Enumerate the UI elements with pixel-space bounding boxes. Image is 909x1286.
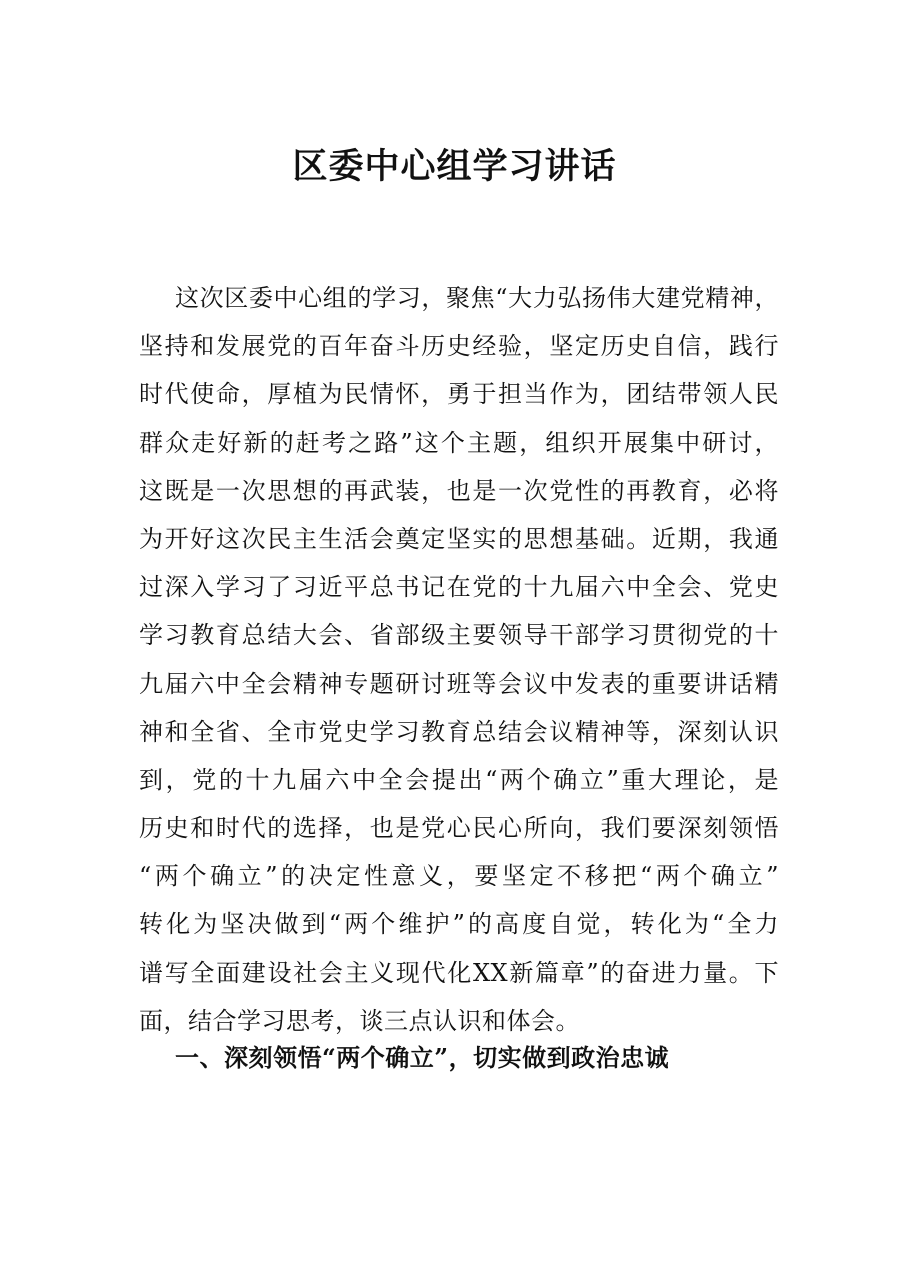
paragraph-line: 转化为坚决做到“两个维护”的高度自觉，转化为“全力: [139, 910, 779, 939]
document-title: 区委中心组学习讲话: [292, 146, 617, 187]
section-heading: 一、深刻领悟“两个确立”，切实做到政治忠诚: [175, 1043, 670, 1072]
paragraph-line: 时代使命，厚植为民情怀，勇于担当作为，团结带领人民: [139, 380, 779, 409]
paragraph-line: 神和全省、全市党史学习教育总结会议精神等，深刻认识: [139, 717, 779, 746]
paragraph-line: “两个确立”的决定性意义，要坚定不移把“两个确立”: [139, 862, 779, 891]
paragraph-line: 过深入学习了习近平总书记在党的十九届六中全会、党史: [139, 573, 779, 602]
paragraph-line: 学习教育总结大会、省部级主要领导干部学习贯彻党的十: [139, 621, 779, 650]
paragraph-line: 坚持和发展党的百年奋斗历史经验，坚定历史自信，践行: [139, 332, 779, 361]
paragraph-line: 群众走好新的赶考之路”这个主题，组织开展集中研讨，: [139, 428, 779, 457]
paragraph-line: 到，党的十九届六中全会提出“两个确立”重大理论，是: [139, 765, 779, 794]
paragraph-line: 这次区委中心组的学习，聚焦“大力弘扬伟大建党精神，: [175, 284, 779, 312]
paragraph-line: 历史和时代的选择，也是党心民心所向，我们要深刻领悟: [139, 814, 779, 843]
paragraph-line: 谱写全面建设社会主义现代化XX新篇章”的奋进力量。下: [139, 958, 779, 987]
paragraph-line: 这既是一次思想的再武装，也是一次党性的再教育，必将: [139, 476, 779, 505]
paragraph-line: 面，结合学习思考，谈三点认识和体会。: [139, 1006, 580, 1035]
paragraph-line: 为开好这次民主生活会奠定坚实的思想基础。近期，我通: [139, 524, 779, 553]
paragraph-line: 九届六中全会精神专题研讨班等会议中发表的重要讲话精: [139, 669, 779, 698]
body-paragraph: [139, 274, 779, 1045]
